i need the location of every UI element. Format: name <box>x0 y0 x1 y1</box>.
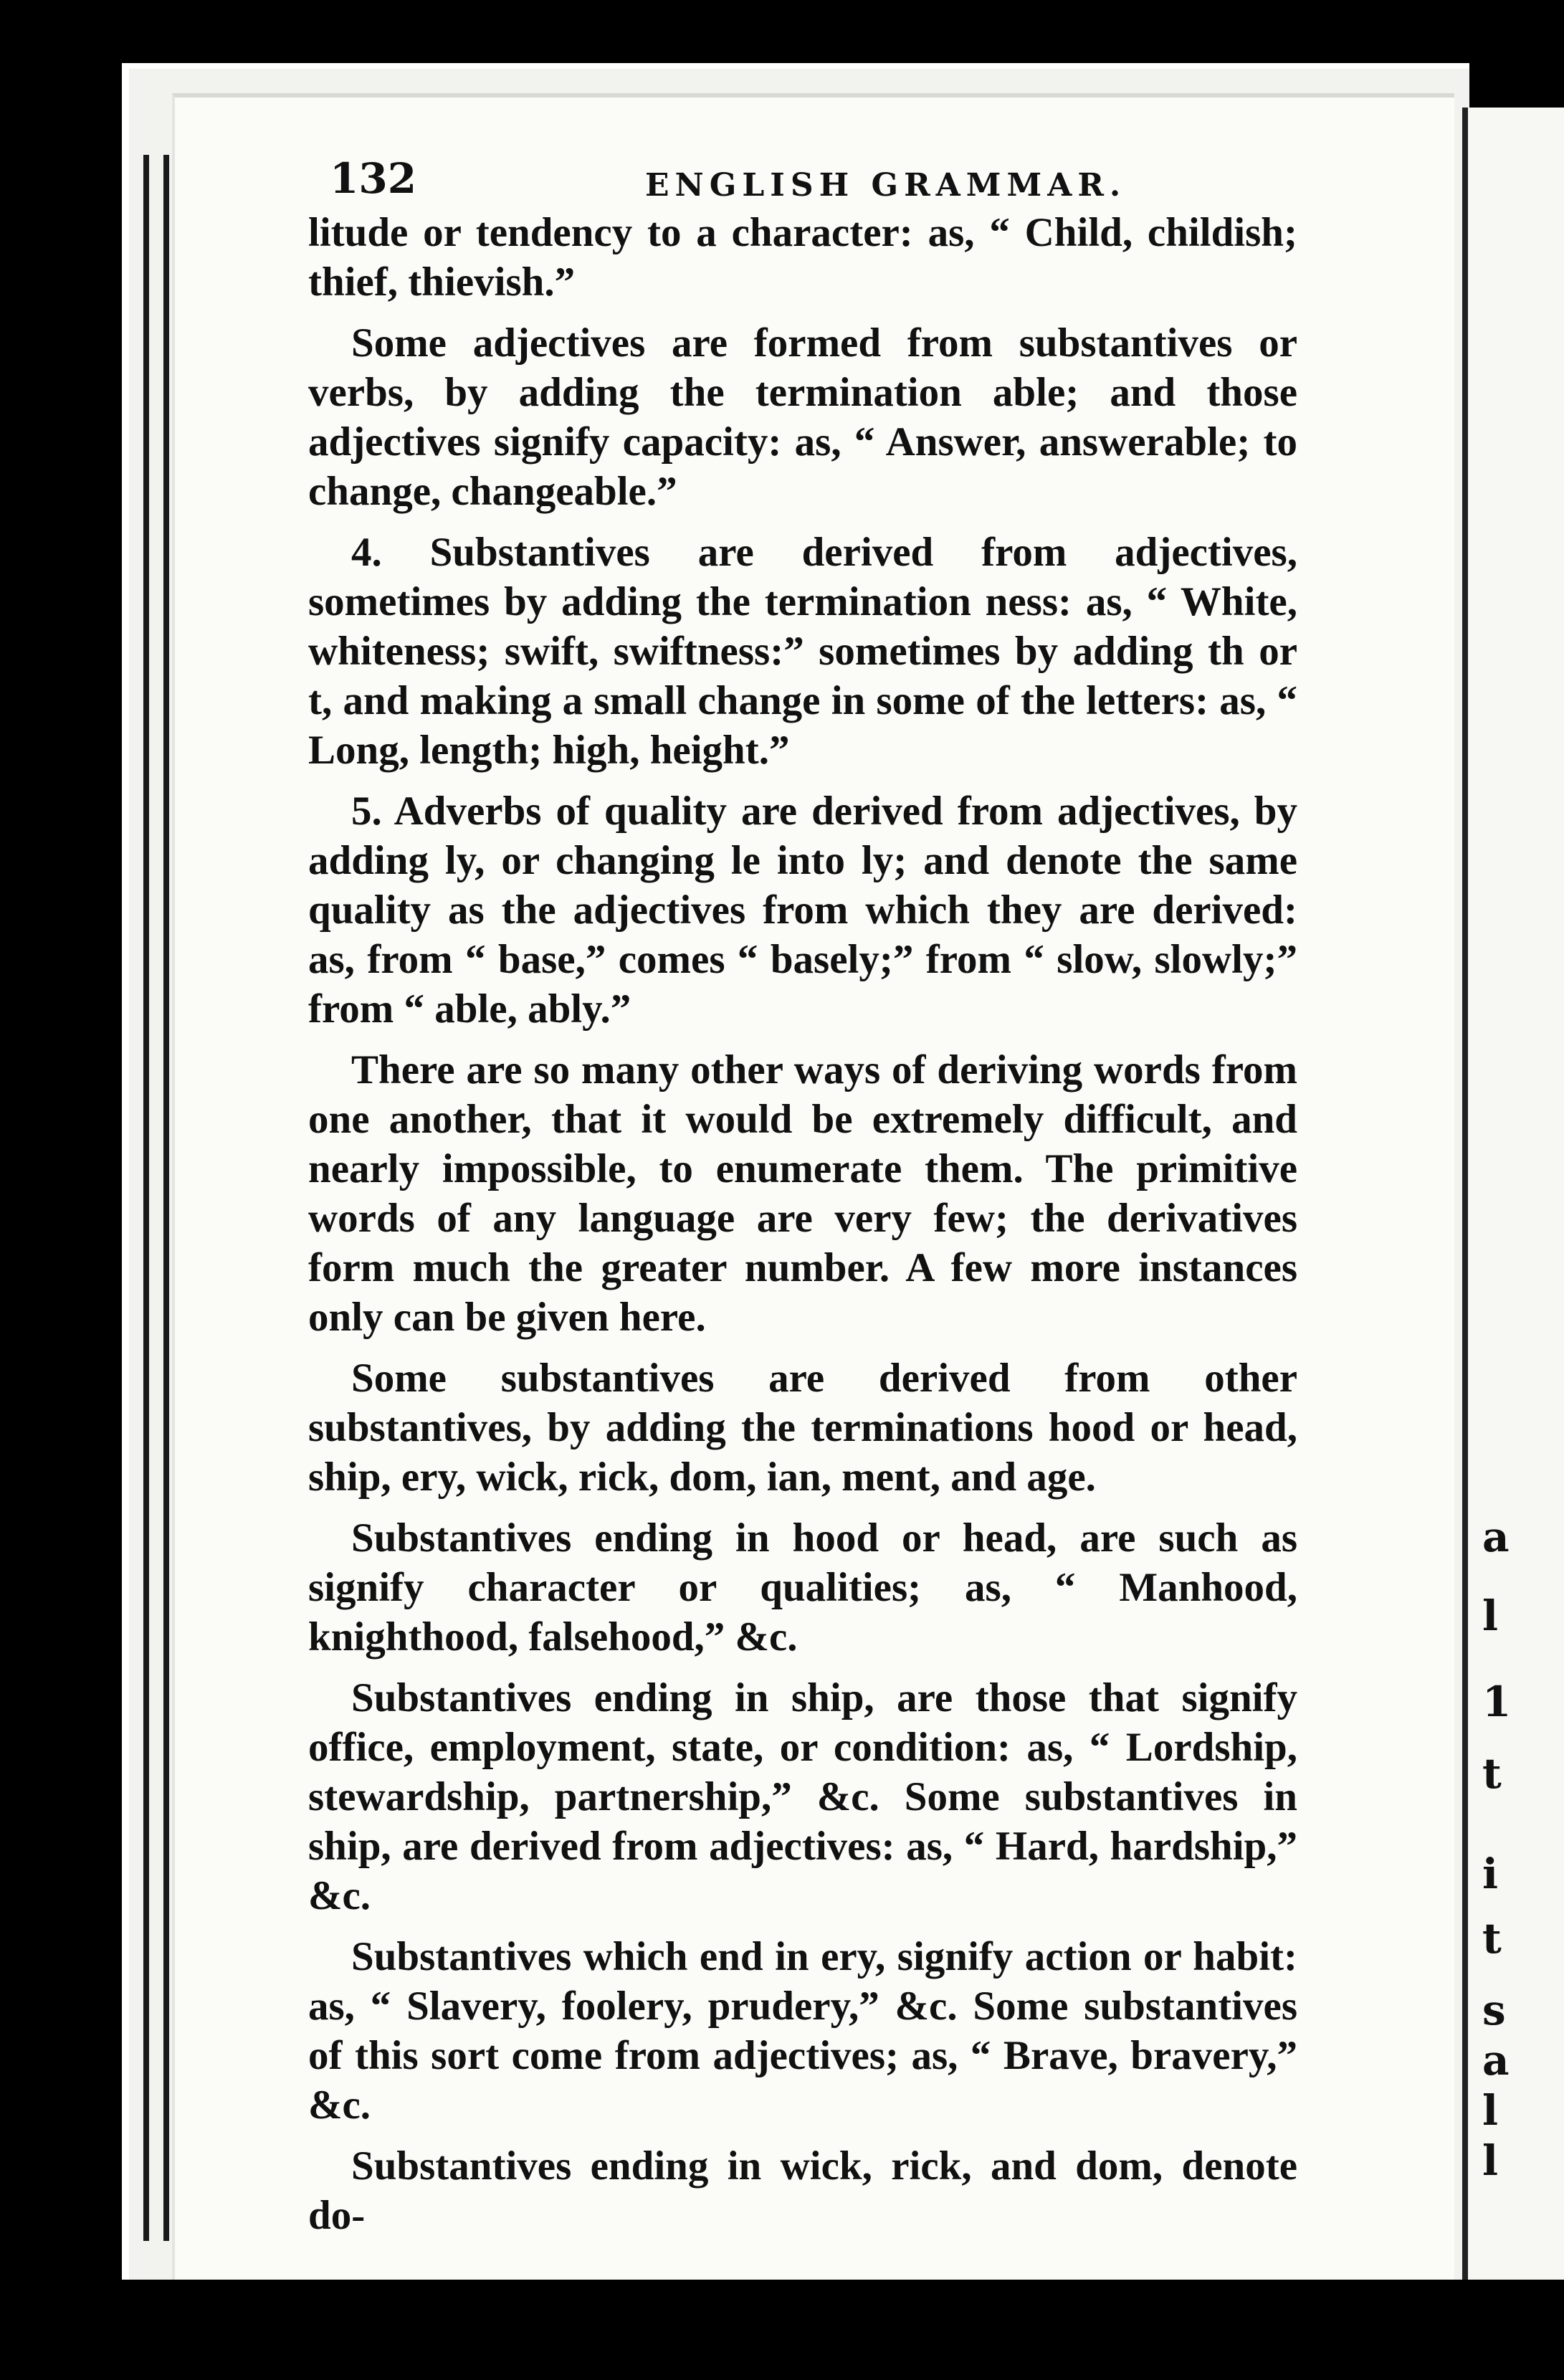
page-edge-line <box>143 155 149 2241</box>
facing-page-edge <box>1462 108 1564 2330</box>
paragraph: 4. Substantives are derived from adjectives, sometimes by adding the termination ness: as, “ White, whiteness; swift, swiftness:” sometimes by adding th or t, and making a small change in some of the letters: as, “ Long, length; high, height.” <box>308 530 1297 773</box>
paragraph: Substantives which end in ery, signify action or habit: as, “ Slavery, foolery, prudery,” &c. Some substantives of this sort come from adjectives; as, “ Brave, bravery,” &c. <box>308 1934 1297 2128</box>
facing-page-letter: t <box>1482 1914 1502 1963</box>
facing-page-letter: l <box>1482 1591 1499 1640</box>
facing-page-letter: a <box>1482 1513 1510 1561</box>
paragraph: Substantives ending in wick, rick, and dom, denote do- <box>308 2143 1297 2238</box>
page-edge-line <box>163 155 169 2241</box>
body-text <box>308 208 1297 2252</box>
paragraph: litude or tendency to a character: as, “ Child, childish; thief, thievish.” <box>308 210 1297 305</box>
scan-shadow <box>0 2280 1564 2380</box>
facing-page-letter: s <box>1482 1986 1506 2034</box>
facing-page-letter: 1 <box>1482 1677 1512 1726</box>
paragraph: 5. Adverbs of quality are derived from adjectives, by adding ly, or changing le into ly; and denote the same quality as the adjectives from which they are derived: as, from “ base,” comes “ basely;” from “ slow, slowly;” from “ able, ably.” <box>308 789 1297 1032</box>
paragraph: Some substantives are derived from other substantives, by adding the terminations hood or head, ship, ery, wick, rick, dom, ian, ment, and age. <box>308 1356 1297 1500</box>
facing-page-letter: a <box>1482 2036 1510 2085</box>
paragraph: Substantives ending in ship, are those that signify office, employment, state, or condition: as, “ Lordship, stewardship, partnership,” &c. Some substantives in ship, are derived from adjectives: as, “ Hard, hardship,” &c. <box>308 1675 1297 1918</box>
page-header <box>330 154 1369 211</box>
facing-page-letter: l <box>1482 2136 1499 2185</box>
running-title: ENGLISH GRAMMAR. <box>645 167 1127 204</box>
facing-page-letter: l <box>1482 2086 1499 2135</box>
paragraph: Substantives ending in hood or head, are such as signify character or qualities; as, “ Manhood, knighthood, falsehood,” &c. <box>308 1515 1297 1660</box>
facing-page-letter: i <box>1482 1850 1499 1898</box>
paragraph: Some adjectives are formed from substantives or verbs, by adding the termination able; and those adjectives signify capacity: as, “ Answer, answerable; to change, changeable.” <box>308 320 1297 514</box>
page-number: 132 <box>330 154 417 203</box>
paragraph: There are so many other ways of deriving words from one another, that it would be extremely difficult, and nearly impossible, to enumerate them. The primitive words of any language are very few; the derivatives form much the greater number. A few more instances only can be given here. <box>308 1047 1297 1340</box>
facing-page-letter: t <box>1482 1749 1502 1798</box>
